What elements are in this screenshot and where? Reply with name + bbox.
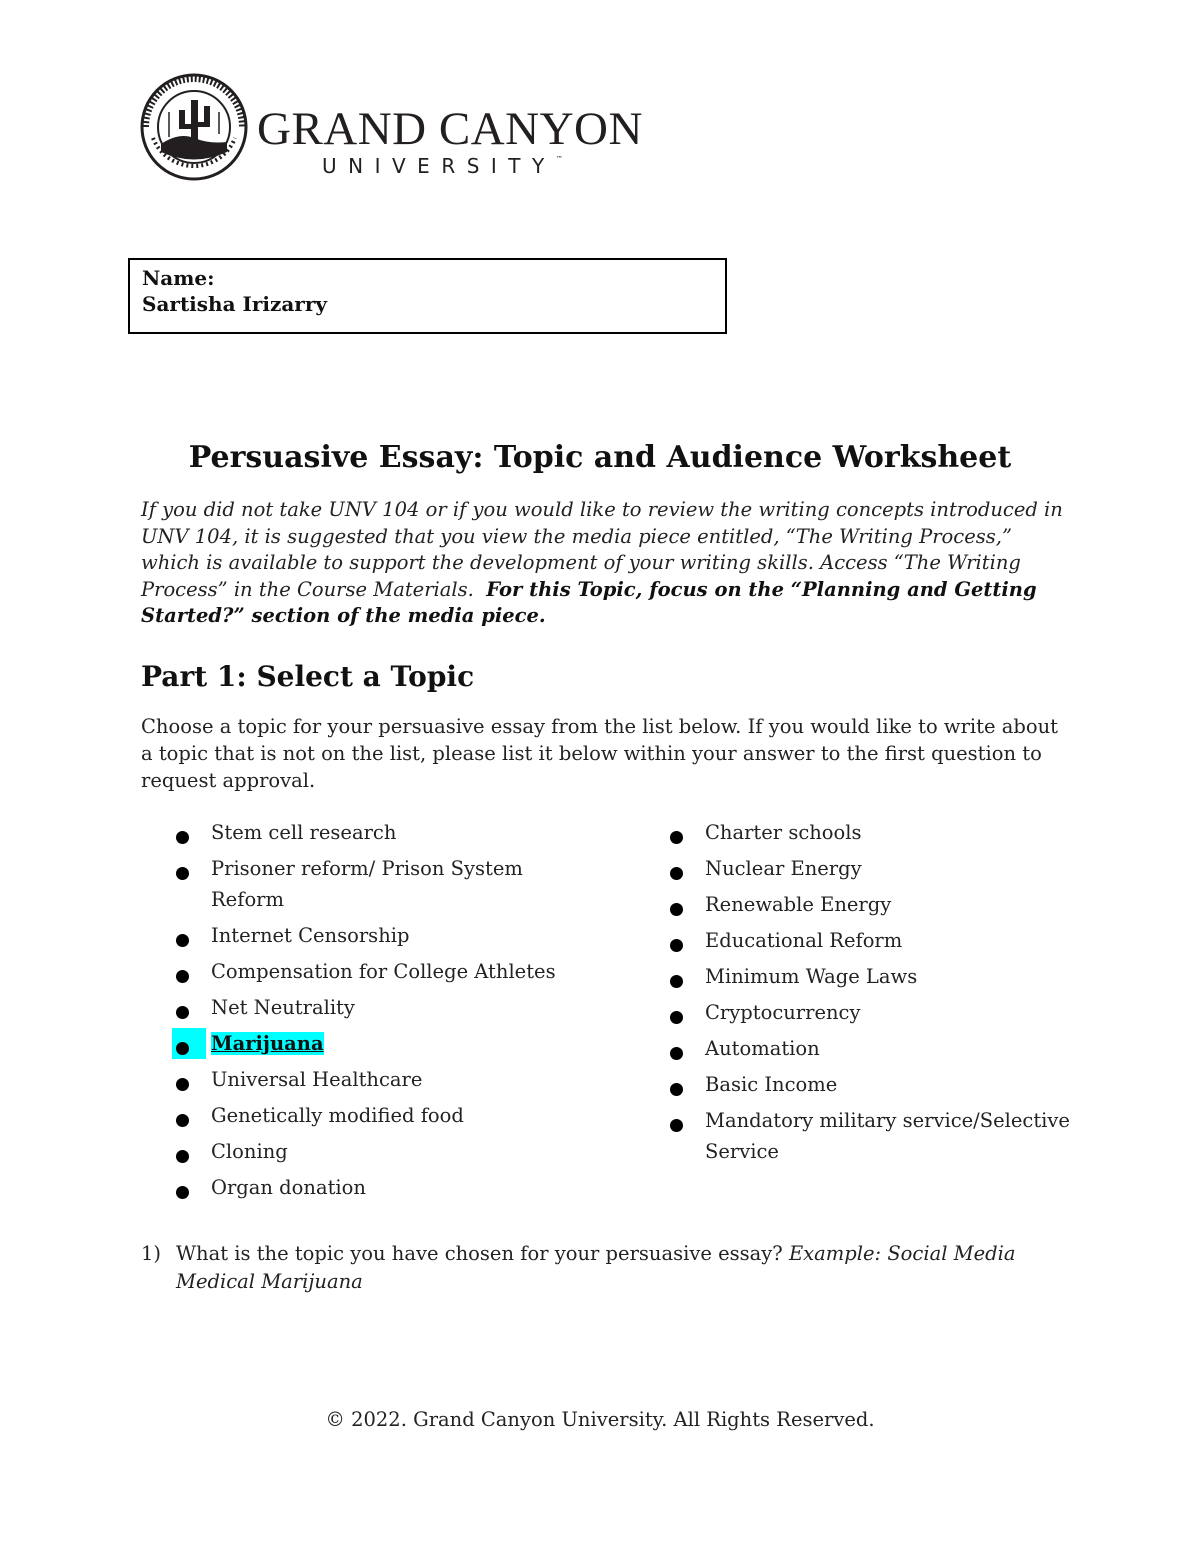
bullet-icon [670, 867, 683, 880]
intro-paragraph [141, 497, 1071, 630]
copyright-footer: © 2022. Grand Canyon University. All Rights Reserved. [325, 1408, 875, 1431]
list-item: Organ donation [176, 1172, 566, 1203]
bullet-icon [176, 1150, 189, 1163]
list-item-highlighted: Marijuana [176, 1028, 566, 1059]
list-item: Basic Income [670, 1069, 1080, 1100]
bullet-icon [176, 970, 189, 983]
name-label: Name: [142, 266, 215, 290]
logo-wordmark-university: UNIVERSITY™ [322, 154, 563, 178]
bullet-icon [176, 867, 189, 880]
bullet-icon [176, 934, 189, 947]
list-item: Prisoner reform/ Prison System Reform [176, 853, 541, 915]
worksheet-title: Persuasive Essay: Topic and Audience Worksheet [188, 440, 1012, 475]
list-item: Nuclear Energy [670, 853, 1080, 884]
name-value: Sartisha Irizarry [142, 292, 327, 316]
question-answer: Medical Marijuana [176, 1270, 363, 1293]
bullet-icon [670, 831, 683, 844]
topic-list-left [176, 817, 566, 1208]
bullet-icon [670, 975, 683, 988]
bullet-icon [670, 1119, 683, 1132]
list-item: Stem cell research [176, 817, 566, 848]
bullet-icon [176, 831, 189, 844]
bullet-icon [176, 1186, 189, 1199]
list-item: Charter schools [670, 817, 1080, 848]
gcu-logo [139, 70, 643, 182]
part1-heading: Part 1: Select a Topic [141, 660, 475, 693]
list-item: Compensation for College Athletes [176, 956, 566, 987]
university-seal-icon [139, 72, 249, 182]
list-item: Mandatory military service/Selective Service [670, 1105, 1080, 1167]
bullet-icon [670, 1047, 683, 1060]
bullet-icon [176, 1042, 189, 1055]
intro-bold-text: For this Topic, focus on the “Planning and Getting Started?” section of the media piece. [141, 577, 1037, 627]
list-item: Net Neutrality [176, 992, 566, 1023]
list-item: Genetically modified food [176, 1100, 566, 1131]
list-item: Cryptocurrency [670, 997, 1080, 1028]
bullet-icon [670, 1083, 683, 1096]
list-item: Cloning [176, 1136, 566, 1167]
part1-instructions: Choose a topic for your persuasive essay from the list below. If you would like to write about a topic that is not on the list, please list it below within your answer to the first question to request approval. [141, 715, 1058, 792]
question-text: What is the topic you have chosen for your persuasive essay? Example: Social Media [176, 1242, 1016, 1265]
bullet-icon [670, 1011, 683, 1024]
list-item: Internet Censorship [176, 920, 566, 951]
list-item: Automation [670, 1033, 1080, 1064]
name-box [128, 258, 727, 334]
bullet-icon [176, 1114, 189, 1127]
list-item: Renewable Energy [670, 889, 1080, 920]
bullet-icon [176, 1006, 189, 1019]
question-number: 1) [141, 1242, 162, 1265]
intro-text: If you did not take UNV 104 or if you would like to review the writing concepts introduced in UNV 104, it is suggested that you view the media piece entitled, “The Writing Process,” which is available to support the development of your writing skills. Access “The Writing Process” in the Course Materials. [141, 498, 1063, 601]
list-item: Universal Healthcare [176, 1064, 566, 1095]
topic-list-right [670, 817, 1080, 1172]
question-example: Example: Social Media [788, 1242, 1016, 1265]
bullet-icon [176, 1078, 189, 1091]
bullet-icon [670, 939, 683, 952]
list-item: Minimum Wage Laws [670, 961, 1080, 992]
list-item: Educational Reform [670, 925, 1080, 956]
bullet-icon [670, 903, 683, 916]
logo-wordmark-grand-canyon: GRAND CANYON [257, 103, 643, 155]
